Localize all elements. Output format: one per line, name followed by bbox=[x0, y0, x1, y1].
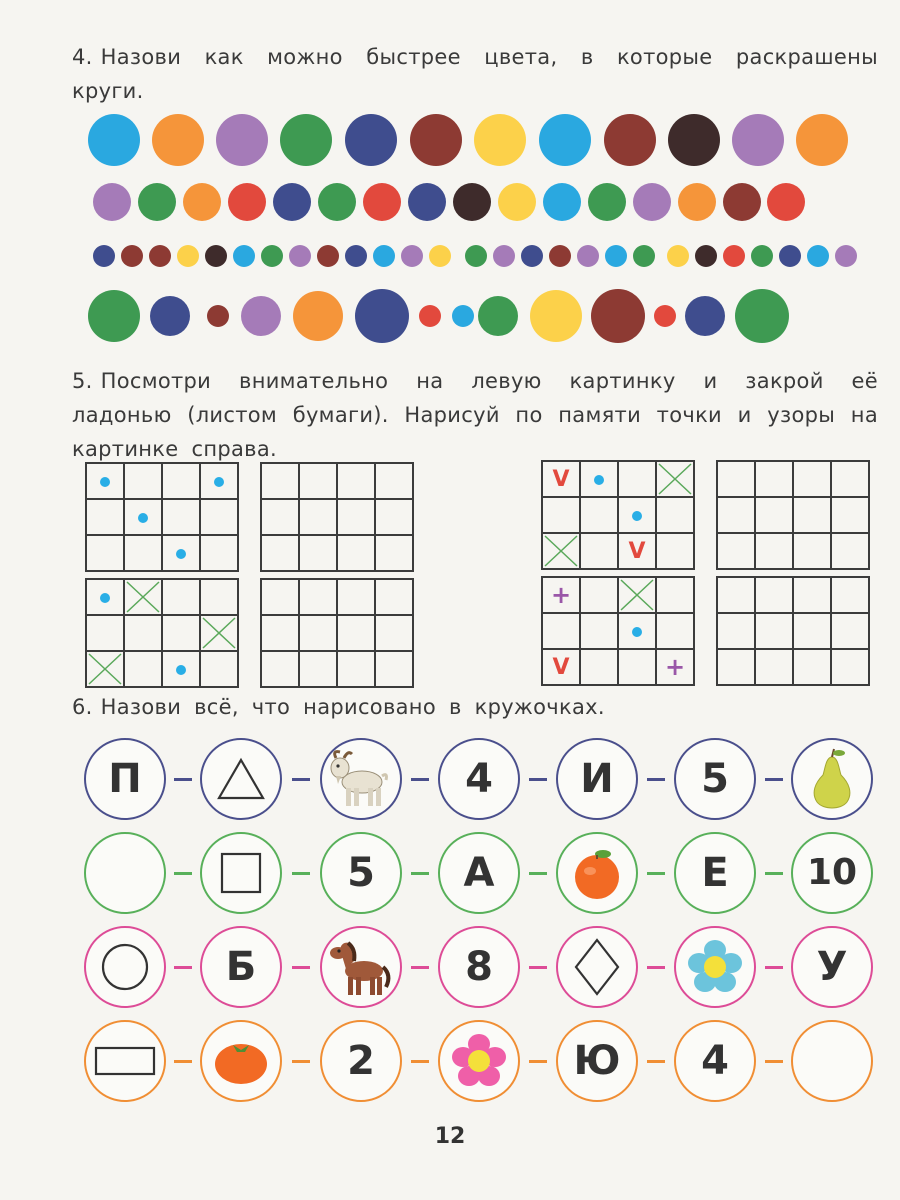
grid-cell[interactable] bbox=[299, 499, 337, 535]
picture-circle bbox=[791, 738, 873, 820]
grid-cell bbox=[162, 499, 200, 535]
task-text: Назови всё, что нарисовано в кружочках. bbox=[100, 695, 605, 719]
grid-cell bbox=[86, 499, 124, 535]
connector-dash bbox=[529, 872, 547, 875]
color-dot-green bbox=[735, 289, 789, 343]
color-dot-purple bbox=[289, 245, 311, 267]
picture-circle bbox=[84, 926, 166, 1008]
grid-cell[interactable] bbox=[755, 649, 793, 685]
blue-dot-mark bbox=[594, 475, 604, 485]
picture-circle bbox=[200, 832, 282, 914]
grid-cell[interactable] bbox=[755, 613, 793, 649]
task-number: 5. bbox=[72, 369, 93, 393]
color-dot-green bbox=[633, 245, 655, 267]
color-dot-purple bbox=[401, 245, 423, 267]
color-dot-red bbox=[767, 183, 805, 221]
grid-cell[interactable] bbox=[337, 651, 375, 687]
color-dot-maroon bbox=[410, 114, 462, 166]
grid-cell[interactable] bbox=[337, 463, 375, 499]
circle-label: А bbox=[463, 850, 495, 896]
color-dot-red bbox=[723, 245, 745, 267]
grid-cell[interactable] bbox=[717, 649, 755, 685]
picture-circle bbox=[84, 738, 166, 820]
grid-cell bbox=[162, 615, 200, 651]
color-dot-orange bbox=[678, 183, 716, 221]
picture-circle bbox=[556, 1020, 638, 1102]
color-dot-blue bbox=[88, 114, 140, 166]
grid-cell[interactable] bbox=[375, 463, 413, 499]
picture-circle bbox=[320, 832, 402, 914]
v-mark: V bbox=[628, 538, 646, 564]
grid-cell[interactable] bbox=[831, 577, 869, 613]
connector-dash bbox=[411, 1060, 429, 1063]
color-dot-dark bbox=[453, 183, 491, 221]
picture-circle bbox=[84, 1020, 166, 1102]
grid-cell bbox=[580, 497, 618, 533]
grid-cell[interactable] bbox=[717, 533, 755, 569]
color-dot-red bbox=[654, 305, 676, 327]
circle-label: 4 bbox=[701, 1038, 729, 1084]
grid-cell bbox=[86, 579, 124, 615]
pink-flower-icon bbox=[449, 1031, 509, 1091]
circle-label: 4 bbox=[465, 756, 493, 802]
plus-mark: + bbox=[550, 581, 572, 609]
color-dot-yellow bbox=[474, 114, 526, 166]
task-5-instruction bbox=[72, 364, 878, 466]
grid-cell bbox=[200, 651, 238, 687]
picture-circle bbox=[84, 832, 166, 914]
connector-dash bbox=[292, 778, 310, 781]
circle-label: Ю bbox=[573, 1038, 621, 1084]
color-dot-navy bbox=[345, 245, 367, 267]
color-dot-orange bbox=[293, 291, 343, 341]
connector-dash bbox=[647, 872, 665, 875]
crossed-square-mark bbox=[201, 616, 237, 650]
rectangle-icon bbox=[93, 1044, 157, 1078]
grid-cell bbox=[200, 579, 238, 615]
grid-cell[interactable] bbox=[261, 535, 299, 571]
connector-dash bbox=[765, 966, 783, 969]
grid-cell bbox=[618, 577, 656, 613]
peach-icon bbox=[570, 845, 624, 901]
grid-cell bbox=[580, 533, 618, 569]
crossed-square-mark bbox=[619, 578, 655, 612]
color-dot-navy bbox=[779, 245, 801, 267]
connector-dash bbox=[292, 1060, 310, 1063]
grid-cell bbox=[124, 651, 162, 687]
grid-cell bbox=[656, 497, 694, 533]
triangle-icon bbox=[216, 757, 266, 801]
color-dot-purple bbox=[835, 245, 857, 267]
color-dot-red bbox=[228, 183, 266, 221]
connector-dash bbox=[765, 872, 783, 875]
grid-cell bbox=[200, 615, 238, 651]
grid-cell[interactable] bbox=[261, 615, 299, 651]
connector-dash bbox=[174, 1060, 192, 1063]
color-dot-purple bbox=[93, 183, 131, 221]
picture-circle bbox=[320, 1020, 402, 1102]
color-dot-navy bbox=[521, 245, 543, 267]
connector-dash bbox=[647, 1060, 665, 1063]
grid-cell bbox=[580, 461, 618, 497]
grid-cell[interactable] bbox=[717, 497, 755, 533]
blue-dot-mark bbox=[632, 511, 642, 521]
grid-cell[interactable] bbox=[793, 649, 831, 685]
grid-cell bbox=[162, 463, 200, 499]
crossed-square-mark bbox=[543, 534, 579, 568]
grid-cell[interactable] bbox=[375, 615, 413, 651]
blue-dot-mark bbox=[632, 627, 642, 637]
color-dot-blue bbox=[373, 245, 395, 267]
picture-circle bbox=[556, 738, 638, 820]
picture-circle bbox=[791, 926, 873, 1008]
goat-icon bbox=[326, 748, 396, 810]
grid-cell bbox=[656, 613, 694, 649]
grid-cell[interactable] bbox=[831, 613, 869, 649]
picture-circle bbox=[674, 832, 756, 914]
grid-cell bbox=[580, 577, 618, 613]
picture-circle bbox=[438, 1020, 520, 1102]
grid-cell bbox=[162, 579, 200, 615]
grid-cell bbox=[618, 533, 656, 569]
grid-cell[interactable] bbox=[299, 535, 337, 571]
grid-cell[interactable] bbox=[261, 579, 299, 615]
color-dot-navy bbox=[355, 289, 409, 343]
grid-cell[interactable] bbox=[337, 535, 375, 571]
color-dot-maroon bbox=[549, 245, 571, 267]
picture-circle bbox=[791, 1020, 873, 1102]
grid-cell[interactable] bbox=[831, 533, 869, 569]
color-dot-green bbox=[261, 245, 283, 267]
color-dot-maroon bbox=[723, 183, 761, 221]
color-dot-purple bbox=[493, 245, 515, 267]
grid-cell bbox=[542, 577, 580, 613]
color-dot-purple bbox=[241, 296, 281, 336]
pear-icon bbox=[807, 747, 857, 811]
task-number: 4. bbox=[72, 45, 93, 69]
picture-circle bbox=[320, 738, 402, 820]
grid-cell bbox=[86, 615, 124, 651]
rhombus-icon bbox=[573, 937, 621, 997]
connector-dash bbox=[765, 1060, 783, 1063]
connector-dash bbox=[411, 778, 429, 781]
empty-grid-4[interactable] bbox=[716, 576, 870, 686]
picture-circle bbox=[320, 926, 402, 1008]
grid-cell bbox=[618, 461, 656, 497]
grid-cell bbox=[124, 499, 162, 535]
grid-cell bbox=[200, 499, 238, 535]
color-dot-green bbox=[478, 296, 518, 336]
grid-cell[interactable] bbox=[755, 533, 793, 569]
grid-cell bbox=[86, 463, 124, 499]
grid-cell[interactable] bbox=[831, 649, 869, 685]
grid-cell bbox=[542, 533, 580, 569]
square-icon bbox=[219, 851, 263, 895]
crossed-square-mark bbox=[87, 652, 123, 686]
grid-cell bbox=[656, 533, 694, 569]
color-dot-purple bbox=[216, 114, 268, 166]
color-dot-dark bbox=[668, 114, 720, 166]
circle-label: Е bbox=[701, 850, 729, 896]
pattern-grid-3 bbox=[85, 578, 239, 688]
color-dot-yellow bbox=[429, 245, 451, 267]
color-dot-green bbox=[88, 290, 140, 342]
color-dot-yellow bbox=[177, 245, 199, 267]
plus-mark: + bbox=[664, 653, 686, 681]
picture-circle bbox=[556, 926, 638, 1008]
color-dot-navy bbox=[273, 183, 311, 221]
blue-dot-mark bbox=[176, 549, 186, 559]
color-dot-navy bbox=[93, 245, 115, 267]
page-number: 12 bbox=[434, 1124, 466, 1149]
circle-label: 5 bbox=[347, 850, 375, 896]
color-dot-purple bbox=[577, 245, 599, 267]
grid-cell[interactable] bbox=[375, 651, 413, 687]
color-dot-yellow bbox=[667, 245, 689, 267]
color-dot-green bbox=[465, 245, 487, 267]
grid-cell bbox=[542, 497, 580, 533]
connector-dash bbox=[529, 1060, 547, 1063]
circle-label: Б bbox=[225, 944, 257, 990]
blue-dot-mark bbox=[214, 477, 224, 487]
grid-cell[interactable] bbox=[793, 577, 831, 613]
color-dot-maroon bbox=[149, 245, 171, 267]
color-dot-purple bbox=[633, 183, 671, 221]
grid-cell bbox=[542, 461, 580, 497]
color-dot-dark bbox=[695, 245, 717, 267]
color-dot-blue bbox=[539, 114, 591, 166]
grid-cell[interactable] bbox=[299, 651, 337, 687]
color-dot-red bbox=[419, 305, 441, 327]
color-dot-green bbox=[138, 183, 176, 221]
grid-cell[interactable] bbox=[337, 499, 375, 535]
picture-circle bbox=[200, 1020, 282, 1102]
grid-cell[interactable] bbox=[755, 461, 793, 497]
task-text: Назови как можно быстрее цвета, в которые раскрашены круги. bbox=[72, 45, 878, 103]
task-6-instruction bbox=[72, 690, 878, 724]
circle-icon bbox=[99, 941, 151, 993]
blue-dot-mark bbox=[176, 665, 186, 675]
blue-flower-icon bbox=[685, 937, 745, 997]
v-mark: V bbox=[552, 654, 570, 680]
circle-label: 5 bbox=[701, 756, 729, 802]
grid-cell[interactable] bbox=[793, 461, 831, 497]
grid-cell[interactable] bbox=[717, 577, 755, 613]
color-dot-maroon bbox=[121, 245, 143, 267]
color-dot-blue bbox=[233, 245, 255, 267]
circle-label: У bbox=[816, 944, 848, 990]
color-dot-orange bbox=[152, 114, 204, 166]
blue-dot-mark bbox=[100, 477, 110, 487]
grid-cell bbox=[86, 535, 124, 571]
empty-grid-1[interactable] bbox=[260, 462, 414, 572]
connector-dash bbox=[529, 778, 547, 781]
connector-dash bbox=[529, 966, 547, 969]
color-dot-maroon bbox=[207, 305, 229, 327]
connector-dash bbox=[292, 966, 310, 969]
grid-cell[interactable] bbox=[261, 463, 299, 499]
grid-cell[interactable] bbox=[755, 497, 793, 533]
pattern-grid-2 bbox=[541, 460, 695, 570]
color-dot-navy bbox=[685, 296, 725, 336]
crossed-square-mark bbox=[125, 580, 161, 614]
grid-cell[interactable] bbox=[337, 579, 375, 615]
color-dot-maroon bbox=[591, 289, 645, 343]
grid-cell[interactable] bbox=[831, 497, 869, 533]
grid-cell[interactable] bbox=[375, 499, 413, 535]
color-dot-blue bbox=[452, 305, 474, 327]
grid-cell bbox=[124, 615, 162, 651]
grid-cell[interactable] bbox=[299, 579, 337, 615]
grid-cell[interactable] bbox=[755, 577, 793, 613]
grid-cell[interactable] bbox=[717, 613, 755, 649]
circle-label: 10 bbox=[806, 852, 858, 893]
grid-cell[interactable] bbox=[793, 613, 831, 649]
task-text: Посмотри внимательно на левую картинку и закрой её ладонью (листом бумаги). Нарисуй по памяти точки и узоры на картинке справа. bbox=[72, 369, 878, 461]
tomato-icon bbox=[211, 1036, 271, 1086]
grid-cell bbox=[542, 649, 580, 685]
grid-cell bbox=[580, 649, 618, 685]
connector-dash bbox=[765, 778, 783, 781]
connector-dash bbox=[292, 872, 310, 875]
color-dot-purple bbox=[732, 114, 784, 166]
color-dot-navy bbox=[408, 183, 446, 221]
color-dot-green bbox=[280, 114, 332, 166]
connector-dash bbox=[174, 966, 192, 969]
color-dot-green bbox=[751, 245, 773, 267]
circle-label: И bbox=[580, 756, 614, 802]
empty-grid-3[interactable] bbox=[260, 578, 414, 688]
picture-circle bbox=[438, 926, 520, 1008]
blue-dot-mark bbox=[100, 593, 110, 603]
picture-circle bbox=[200, 926, 282, 1008]
task-number: 6. bbox=[72, 695, 93, 719]
picture-circle bbox=[438, 738, 520, 820]
connector-dash bbox=[647, 778, 665, 781]
picture-circle bbox=[791, 832, 873, 914]
grid-cell bbox=[618, 613, 656, 649]
grid-cell[interactable] bbox=[717, 461, 755, 497]
picture-circle bbox=[674, 738, 756, 820]
circle-label: 2 bbox=[347, 1038, 375, 1084]
picture-circle bbox=[674, 1020, 756, 1102]
grid-cell[interactable] bbox=[375, 535, 413, 571]
picture-circle bbox=[556, 832, 638, 914]
circle-label: П bbox=[108, 756, 142, 802]
color-dot-navy bbox=[345, 114, 397, 166]
grid-cell[interactable] bbox=[793, 497, 831, 533]
color-dot-maroon bbox=[604, 114, 656, 166]
grid-cell bbox=[656, 461, 694, 497]
grid-cell bbox=[200, 463, 238, 499]
color-dot-navy bbox=[150, 296, 190, 336]
grid-cell bbox=[542, 613, 580, 649]
color-dot-maroon bbox=[317, 245, 339, 267]
color-dot-blue bbox=[807, 245, 829, 267]
grid-cell[interactable] bbox=[337, 615, 375, 651]
grid-cell[interactable] bbox=[831, 461, 869, 497]
grid-cell bbox=[124, 535, 162, 571]
colored-circles-area bbox=[0, 0, 900, 360]
connector-dash bbox=[174, 778, 192, 781]
grid-cell bbox=[162, 535, 200, 571]
grid-cell bbox=[200, 535, 238, 571]
connector-dash bbox=[411, 966, 429, 969]
color-dot-yellow bbox=[498, 183, 536, 221]
color-dot-red bbox=[363, 183, 401, 221]
grid-cell bbox=[656, 649, 694, 685]
circle-label: 8 bbox=[465, 944, 493, 990]
grid-cell[interactable] bbox=[375, 579, 413, 615]
grid-cell bbox=[124, 463, 162, 499]
color-dot-orange bbox=[183, 183, 221, 221]
v-mark: V bbox=[552, 466, 570, 492]
grid-cell[interactable] bbox=[299, 463, 337, 499]
blue-dot-mark bbox=[138, 513, 148, 523]
grid-cell bbox=[618, 497, 656, 533]
grid-cell bbox=[162, 651, 200, 687]
grid-cell bbox=[656, 577, 694, 613]
grid-cell bbox=[580, 613, 618, 649]
picture-circle bbox=[674, 926, 756, 1008]
grid-cell[interactable] bbox=[261, 499, 299, 535]
color-dot-green bbox=[588, 183, 626, 221]
crossed-square-mark bbox=[657, 462, 693, 496]
picture-circle bbox=[438, 832, 520, 914]
color-dot-dark bbox=[205, 245, 227, 267]
horse-icon bbox=[326, 935, 396, 999]
empty-grid-2[interactable] bbox=[716, 460, 870, 570]
color-dot-blue bbox=[543, 183, 581, 221]
grid-cell[interactable] bbox=[793, 533, 831, 569]
grid-cell bbox=[618, 649, 656, 685]
connector-dash bbox=[411, 872, 429, 875]
grid-cell bbox=[124, 579, 162, 615]
color-dot-yellow bbox=[530, 290, 582, 342]
color-dot-orange bbox=[796, 114, 848, 166]
connector-dash bbox=[174, 872, 192, 875]
color-dot-green bbox=[318, 183, 356, 221]
grid-cell[interactable] bbox=[261, 651, 299, 687]
grid-cell[interactable] bbox=[299, 615, 337, 651]
grid-cell bbox=[86, 651, 124, 687]
color-dot-blue bbox=[605, 245, 627, 267]
connector-dash bbox=[647, 966, 665, 969]
picture-circle bbox=[200, 738, 282, 820]
pattern-grid-1 bbox=[85, 462, 239, 572]
pattern-grid-4 bbox=[541, 576, 695, 686]
